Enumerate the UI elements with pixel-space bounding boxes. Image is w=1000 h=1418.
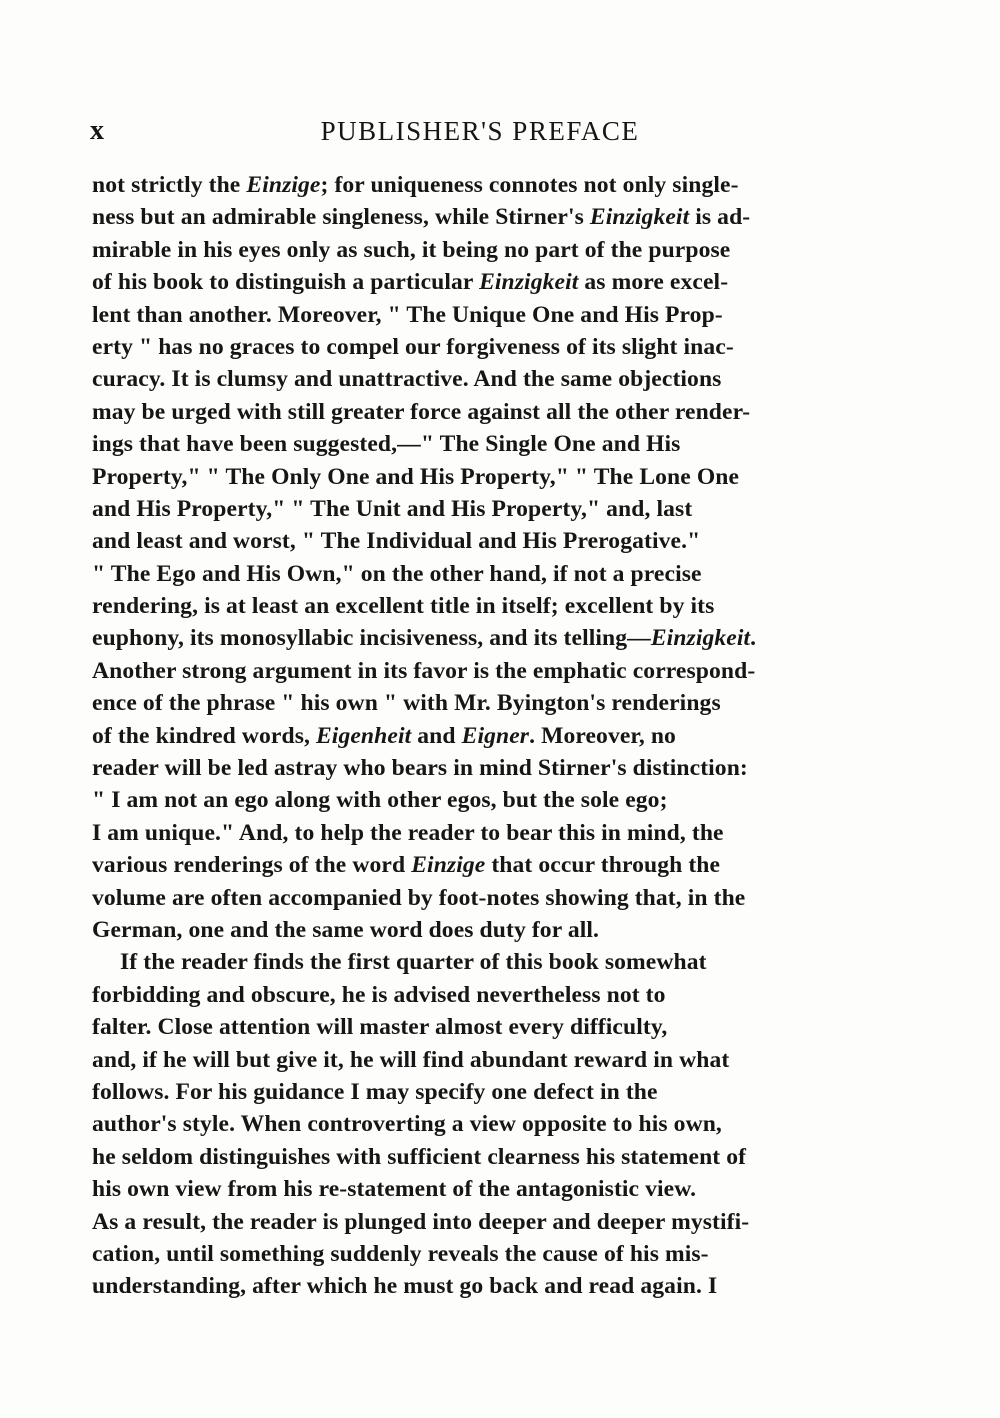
text-line: and His Property," " The Unit and His Property," and, last xyxy=(92,495,693,522)
text-line: German, one and the same word does duty for all. xyxy=(92,916,600,943)
text-line: ness but an admirable singleness, while Stirner's Einzigkeit is ad- xyxy=(92,204,751,231)
text-line: he seldom distinguishes with sufficient clearness his statement of xyxy=(92,1143,747,1170)
paragraph xyxy=(92,169,882,946)
text-line: As a result, the reader is plunged into deeper and deeper mystifi- xyxy=(92,1208,750,1235)
text-line: ings that have been suggested,—" The Single One and His xyxy=(92,431,681,458)
text-line: I am unique." And, to help the reader to bear this in mind, the xyxy=(92,819,724,846)
text-line: volume are often accompanied by foot-notes showing that, in the xyxy=(92,884,746,911)
body-text xyxy=(92,169,882,1303)
text-line: forbidding and obscure, he is advised nevertheless not to xyxy=(92,981,666,1008)
text-line: mirable in his eyes only as such, it being no part of the purpose xyxy=(92,236,731,263)
text-line: curacy. It is clumsy and unattractive. And the same objections xyxy=(92,366,722,393)
text-line: of his book to distinguish a particular Einzigkeit as more excel- xyxy=(92,269,729,296)
text-line: may be urged with still greater force against all the other render- xyxy=(92,398,751,425)
text-line: Property," " The Only One and His Property," " The Lone One xyxy=(92,463,740,490)
text-line: If the reader finds the first quarter of this book somewhat xyxy=(120,949,707,976)
text-line: and, if he will but give it, he will find abundant reward in what xyxy=(92,1046,730,1073)
text-line: " I am not an ego along with other egos, but the sole ego; xyxy=(92,787,668,814)
page-number: x xyxy=(90,115,104,146)
text-line: author's style. When controverting a view opposite to his own, xyxy=(92,1111,722,1138)
text-line: and least and worst, " The Individual and His Prerogative." xyxy=(92,528,701,555)
text-line: follows. For his guidance I may specify one defect in the xyxy=(92,1078,658,1105)
text-line: of the kindred words, Eigenheit and Eigner. Moreover, no xyxy=(92,722,676,749)
running-head xyxy=(90,115,870,147)
text-line: various renderings of the word Einzige that occur through the xyxy=(92,852,721,879)
text-line: Another strong argument in its favor is the emphatic correspond- xyxy=(92,657,756,684)
text-line: falter. Close attention will master almost every difficulty, xyxy=(92,1014,668,1041)
text-line: not strictly the Einzige; for uniqueness connotes not only single- xyxy=(92,172,739,198)
text-line: rendering, is at least an excellent title in itself; excellent by its xyxy=(92,593,715,620)
text-line: ence of the phrase " his own " with Mr. Byington's renderings xyxy=(92,690,721,717)
text-line: understanding, after which he must go back and read again. I xyxy=(92,1273,718,1300)
text-line: his own view from his re-statement of the antagonistic view. xyxy=(92,1176,697,1203)
text-line: cation, until something suddenly reveals the cause of his mis- xyxy=(92,1240,709,1267)
text-line: erty " has no graces to compel our forgiveness of its slight inac- xyxy=(92,333,734,360)
text-line: euphony, its monosyllabic incisiveness, and its telling—Einzigkeit. xyxy=(92,625,757,652)
paragraph xyxy=(92,946,882,1302)
text-line: lent than another. Moreover, " The Unique One and His Prop- xyxy=(92,301,723,328)
text-line: " The Ego and His Own," on the other hand, if not a precise xyxy=(92,560,702,587)
running-head-title: PUBLISHER'S PREFACE xyxy=(320,116,640,146)
text-line: reader will be led astray who bears in mind Stirner's distinction: xyxy=(92,755,748,782)
